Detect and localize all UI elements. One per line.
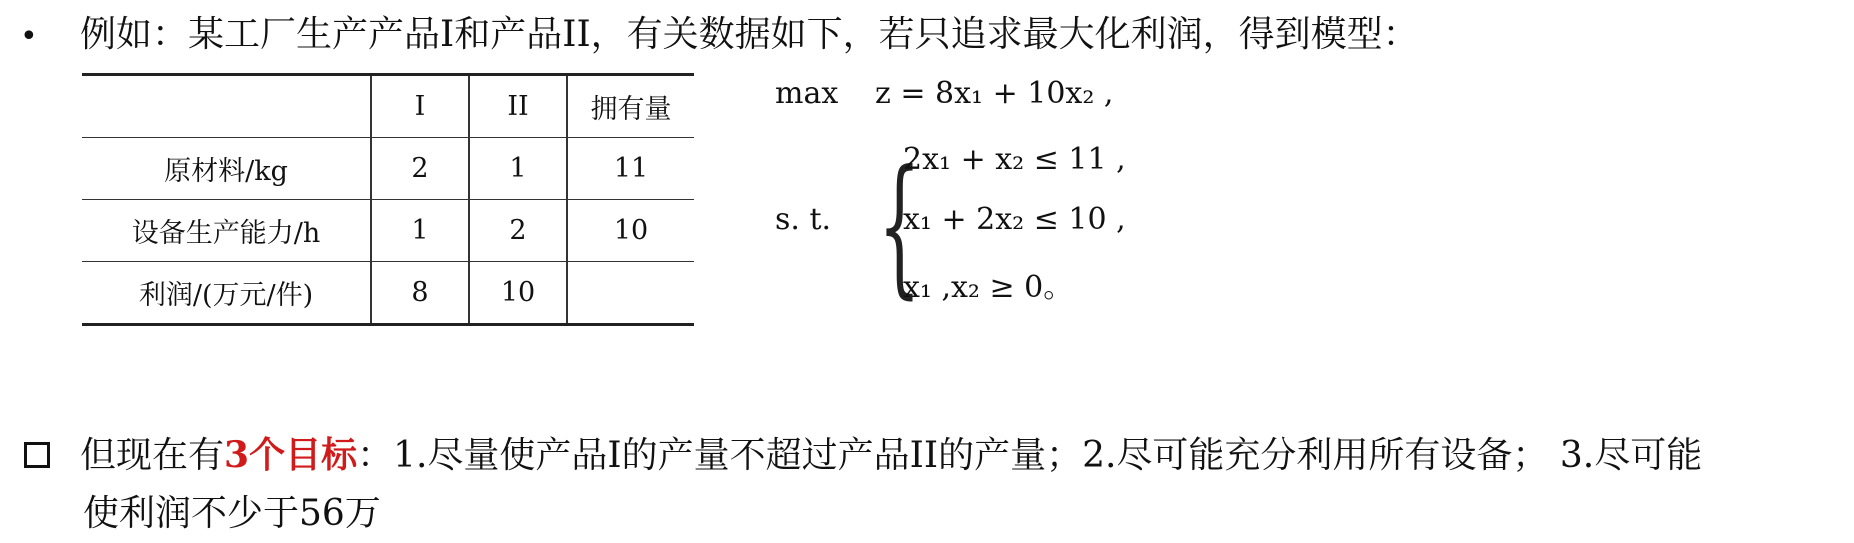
row-label: 利润/(万元/件) xyxy=(138,280,314,311)
checkbox-bullet-icon xyxy=(24,442,50,468)
table-cell: 2 xyxy=(371,138,469,200)
objective-line xyxy=(775,76,1113,111)
table-cell: 2 xyxy=(469,200,567,262)
row-label: 设备生产能力/h xyxy=(131,218,321,249)
constraint-1: 2x₁ + x₂ ≤ 11 , xyxy=(903,142,1126,177)
table-cell: 8 xyxy=(371,262,469,325)
table-header-cell: I xyxy=(371,75,469,138)
constraint-3: x₁ ,x₂ ≥ 0。 xyxy=(903,270,1074,305)
table-row xyxy=(82,138,694,200)
goals-line1: ：1.尽量使产品I的产量不超过产品II的产量；2.尽可能充分利用所有设备； 3.尽可能 xyxy=(357,435,1703,476)
goals-line2: 使利润不少于56万 xyxy=(83,493,381,534)
table-header-cell xyxy=(82,75,371,138)
table-row xyxy=(82,262,694,325)
goals-paragraph xyxy=(24,426,1834,543)
max-keyword: max xyxy=(775,76,839,111)
constraint-2: x₁ + 2x₂ ≤ 10 , xyxy=(903,202,1126,237)
table-cell xyxy=(567,262,694,325)
bullet-dot: • xyxy=(20,19,38,54)
intro-text: 例如：某工厂生产产品I和产品II，有关数据如下，若只追求最大化利润，得到模型： xyxy=(80,14,1419,55)
goals-highlight: 3个目标 xyxy=(224,434,358,476)
table-cell: 10 xyxy=(469,262,567,325)
table-header-row xyxy=(82,75,694,138)
goals-prefix: 但现在有 xyxy=(80,435,225,476)
constraint-brace: { xyxy=(878,139,921,313)
table-cell: 10 xyxy=(567,200,694,262)
table-cell: 1 xyxy=(469,138,567,200)
table-cell: 11 xyxy=(567,138,694,200)
objective-expression: z = 8x₁ + 10x₂ , xyxy=(875,76,1114,111)
table-header-cell: II xyxy=(469,75,567,138)
table-header-cell: 拥有量 xyxy=(567,75,694,138)
st-keyword: s. t. xyxy=(775,202,832,237)
row-label: 原材料/kg xyxy=(164,156,288,187)
table-cell: 1 xyxy=(371,200,469,262)
data-table xyxy=(82,73,694,326)
table-row xyxy=(82,200,694,262)
intro-line xyxy=(20,10,1419,62)
